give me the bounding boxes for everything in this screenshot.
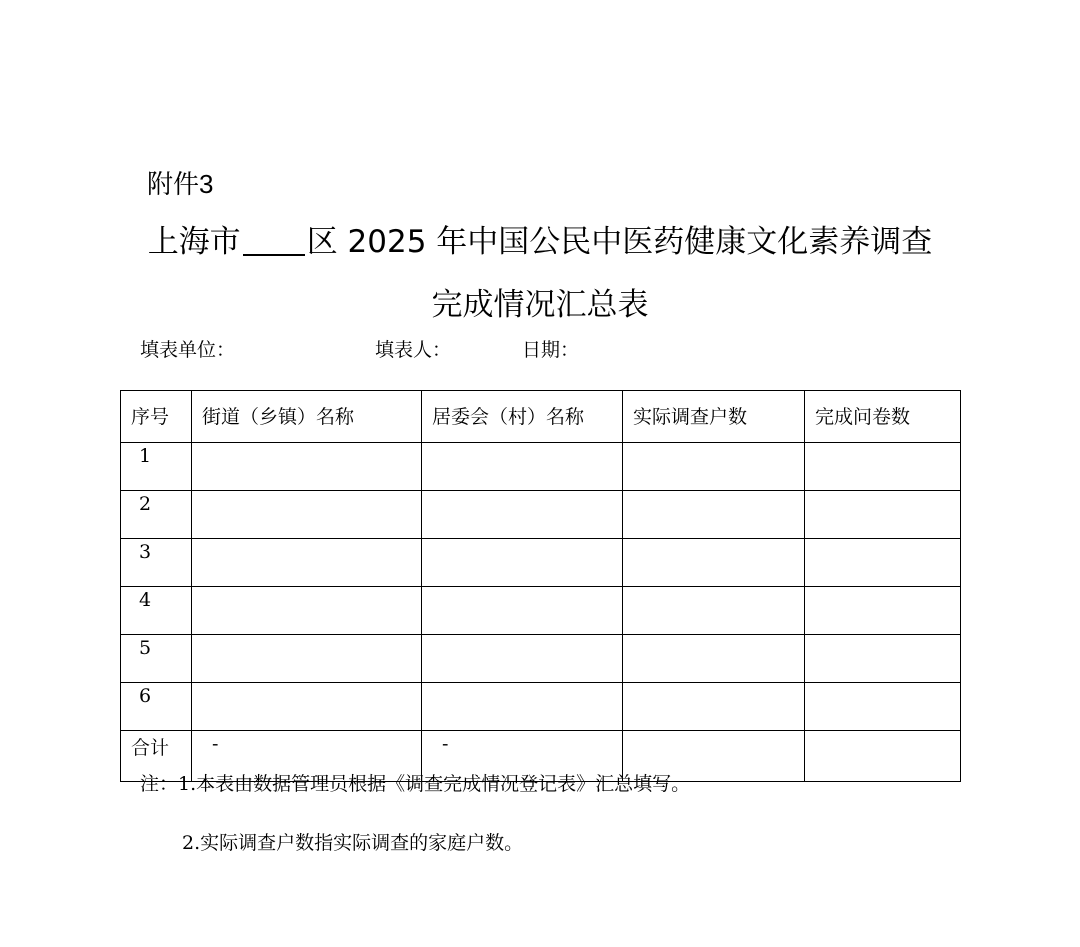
header-committee: 居委会（村）名称	[422, 391, 623, 443]
table-row	[121, 443, 961, 491]
cell-questionnaires[interactable]	[805, 443, 961, 491]
cell-households[interactable]	[623, 491, 805, 539]
cell-street[interactable]	[192, 443, 422, 491]
table-row	[121, 635, 961, 683]
cell-questionnaires[interactable]	[805, 539, 961, 587]
title-main: 区 2025 年中国公民中医药健康文化素养调查	[306, 224, 933, 260]
header-households: 实际调查户数	[623, 391, 805, 443]
cell-street[interactable]	[192, 539, 422, 587]
cell-households[interactable]	[623, 635, 805, 683]
row-index: 1	[121, 443, 192, 491]
document-subtitle: 完成情况汇总表	[431, 287, 649, 323]
title-city: 上海市	[147, 224, 241, 260]
fill-person-label: 填表人：	[375, 339, 452, 361]
row-index: 4	[121, 587, 192, 635]
cell-questionnaires[interactable]	[805, 635, 961, 683]
table-row	[121, 539, 961, 587]
total-committee: -	[422, 731, 623, 782]
cell-questionnaires[interactable]	[805, 683, 961, 731]
cell-committee[interactable]	[422, 683, 623, 731]
cell-committee[interactable]	[422, 539, 623, 587]
table-row	[121, 683, 961, 731]
note-2: 2.实际调查户数指实际调查的家庭户数。	[182, 832, 524, 854]
total-label: 合计	[121, 731, 192, 782]
note-1: 注：1.本表由数据管理员根据《调查完成情况登记表》汇总填写。	[140, 773, 691, 795]
table-row	[121, 491, 961, 539]
cell-street[interactable]	[192, 587, 422, 635]
cell-households[interactable]	[623, 539, 805, 587]
cell-committee[interactable]	[422, 491, 623, 539]
row-index: 2	[121, 491, 192, 539]
total-questionnaires[interactable]	[805, 731, 961, 782]
cell-committee[interactable]	[422, 443, 623, 491]
table-header-row	[121, 391, 961, 443]
row-index: 5	[121, 635, 192, 683]
header-street: 街道（乡镇）名称	[192, 391, 422, 443]
district-blank	[243, 224, 305, 256]
cell-questionnaires[interactable]	[805, 491, 961, 539]
cell-street[interactable]	[192, 491, 422, 539]
row-index: 3	[121, 539, 192, 587]
cell-street[interactable]	[192, 635, 422, 683]
document-title	[0, 222, 1080, 262]
fill-unit-label: 填表单位：	[140, 339, 236, 361]
summary-table	[120, 390, 961, 782]
cell-households[interactable]	[623, 443, 805, 491]
row-index: 6	[121, 683, 192, 731]
cell-households[interactable]	[623, 683, 805, 731]
header-questionnaires: 完成问卷数	[805, 391, 961, 443]
cell-committee[interactable]	[422, 587, 623, 635]
cell-committee[interactable]	[422, 635, 623, 683]
total-street: -	[192, 731, 422, 782]
header-index: 序号	[121, 391, 192, 443]
fill-date-label: 日期：	[522, 339, 580, 361]
cell-street[interactable]	[192, 683, 422, 731]
cell-households[interactable]	[623, 587, 805, 635]
table-row	[121, 587, 961, 635]
attachment-label: 附件3	[147, 169, 214, 199]
cell-questionnaires[interactable]	[805, 587, 961, 635]
